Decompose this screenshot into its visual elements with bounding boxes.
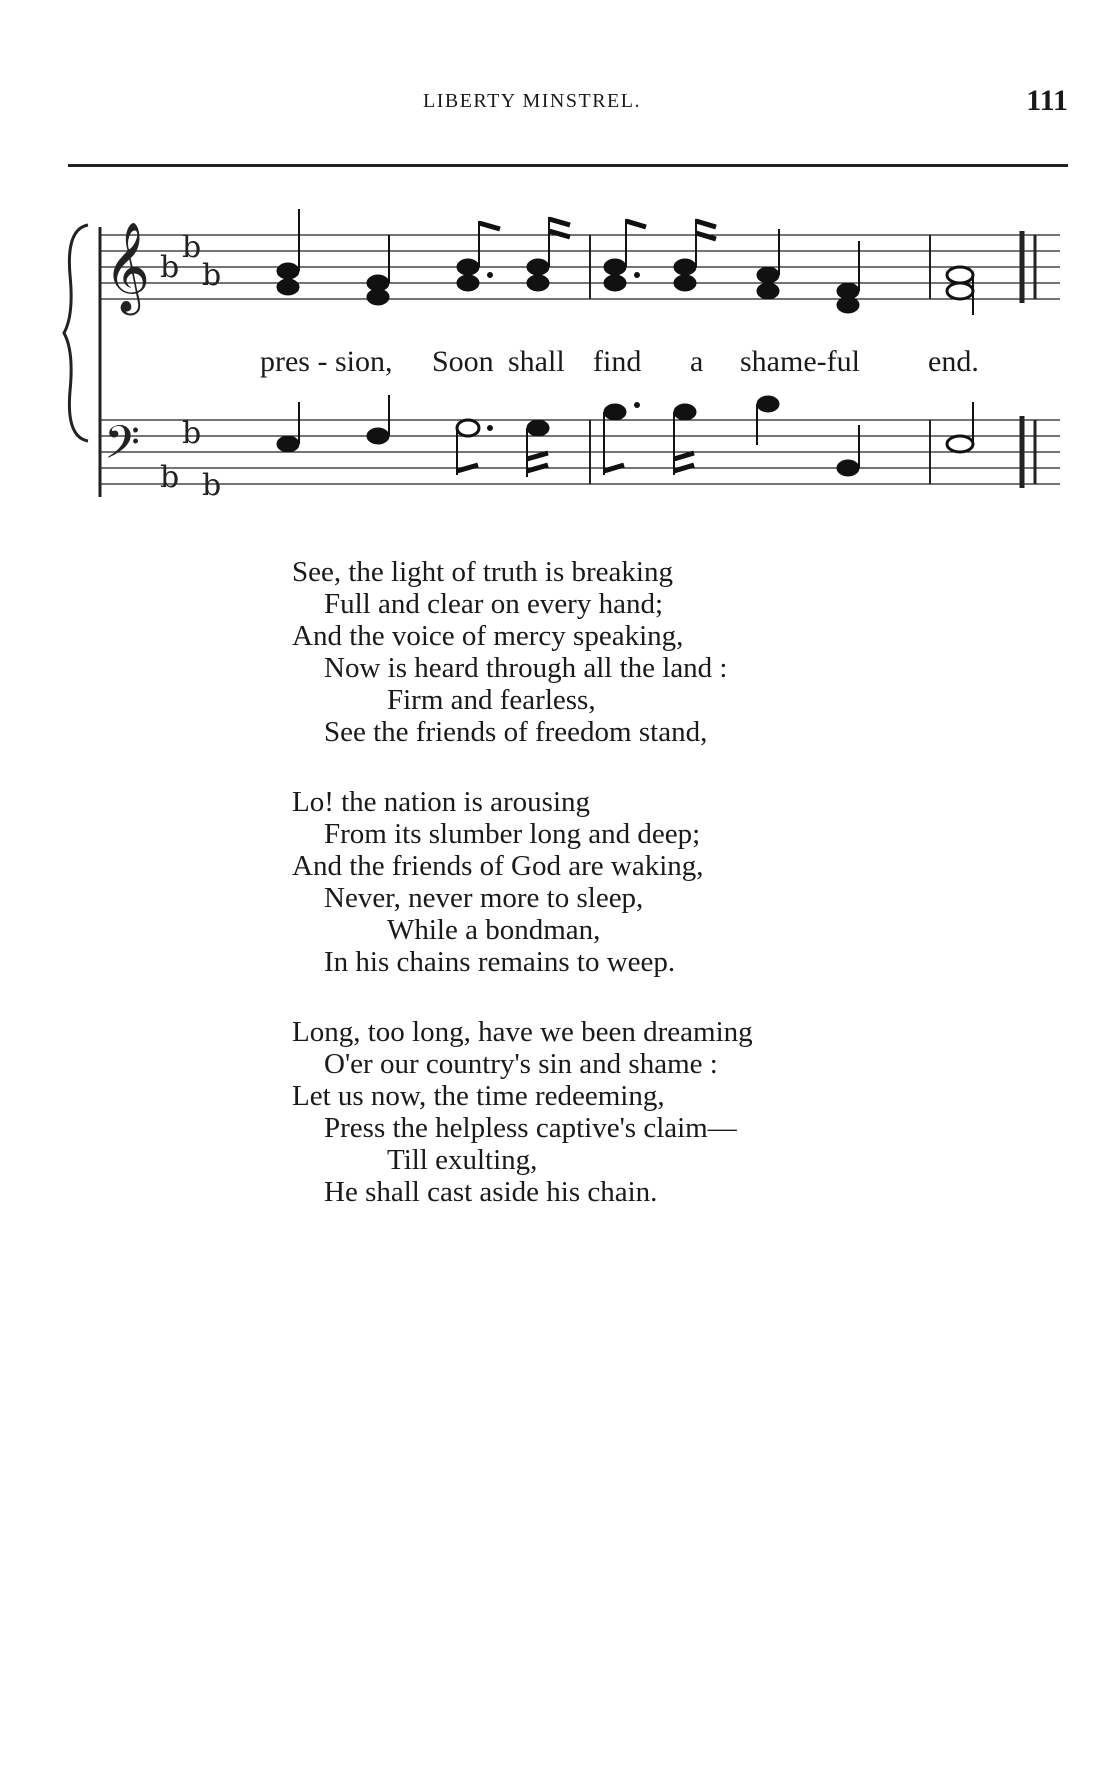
verse-line: While a bondman,: [387, 914, 601, 946]
verse-line: O'er our country's sin and shame :: [324, 1048, 718, 1080]
verse-line: And the voice of mercy speaking,: [292, 620, 684, 652]
note: [837, 297, 859, 313]
note: [527, 275, 549, 291]
note: [457, 420, 479, 436]
treble-flat-1: b: [182, 230, 202, 265]
note: [367, 289, 389, 305]
treble-clef-icon: 𝄞: [104, 222, 151, 312]
verse-1: [292, 556, 912, 748]
note: [757, 267, 779, 283]
verse-line: Lo! the nation is arousing: [292, 786, 591, 818]
note: [604, 404, 626, 420]
lyric-syllable: a: [690, 345, 704, 378]
lyric-line: [60, 345, 1070, 385]
note: [604, 275, 626, 291]
bass-flat-2: b: [160, 460, 180, 495]
verse-line: Let us now, the time redeeming,: [292, 1080, 665, 1112]
lyric-syllable: pres - sion,: [260, 345, 393, 378]
bass-flat-1: b: [182, 416, 202, 451]
note: [527, 259, 549, 275]
treble-flat-3: b: [202, 258, 222, 293]
verse-line: Long, too long, have we been dreaming: [292, 1016, 753, 1048]
note: [604, 259, 626, 275]
bass-staff: [100, 420, 1060, 484]
note: [837, 460, 859, 476]
lyric-syllable: shame-ful: [740, 345, 860, 378]
note: [674, 259, 696, 275]
system-brace: [64, 225, 88, 441]
verse-line: See the friends of freedom stand,: [324, 716, 708, 748]
verse-line: From its slumber long and deep;: [324, 818, 701, 850]
bass-flat-3: b: [202, 468, 222, 503]
verse-line: See, the light of truth is breaking: [292, 556, 673, 588]
header-rule: [68, 164, 1068, 167]
note: [947, 283, 973, 299]
running-head: [68, 84, 1068, 124]
note: [527, 420, 549, 436]
lyric-syllable: Soon: [432, 345, 494, 378]
verse-line: Never, never more to sleep,: [324, 882, 644, 914]
note: [674, 275, 696, 291]
verse-line: Till exulting,: [387, 1144, 538, 1176]
bass-clef-icon: 𝄢: [104, 416, 141, 481]
lyric-syllable: find: [593, 345, 642, 378]
note: [457, 259, 479, 275]
verse-line: He shall cast aside his chain.: [324, 1176, 658, 1208]
note: [757, 283, 779, 299]
lyric-syllable: shall: [508, 345, 565, 378]
note: [947, 436, 973, 452]
music-system: [60, 205, 1070, 525]
note: [277, 263, 299, 279]
verse-line: And the friends of God are waking,: [292, 850, 704, 882]
note: [277, 436, 299, 452]
verse-line: Now is heard through all the land :: [324, 652, 728, 684]
running-title: LIBERTY MINSTREL.: [423, 90, 641, 112]
note: [367, 428, 389, 444]
treble-flat-2: b: [160, 250, 180, 285]
note: [457, 275, 479, 291]
verse-line: In his chains remains to weep.: [324, 946, 676, 978]
verse-line: Press the helpless captive's claim—: [324, 1112, 737, 1144]
verse-3: [292, 1016, 912, 1208]
note: [947, 267, 973, 283]
verse-line: Full and clear on every hand;: [324, 588, 664, 620]
note: [277, 279, 299, 295]
verse-2: [292, 786, 912, 978]
treble-staff: [100, 235, 1060, 299]
note: [757, 396, 779, 412]
note: [674, 404, 696, 420]
verse-line: Firm and fearless,: [387, 684, 596, 716]
lyric-syllable: end.: [928, 345, 979, 378]
page-number: 111: [1026, 84, 1068, 117]
